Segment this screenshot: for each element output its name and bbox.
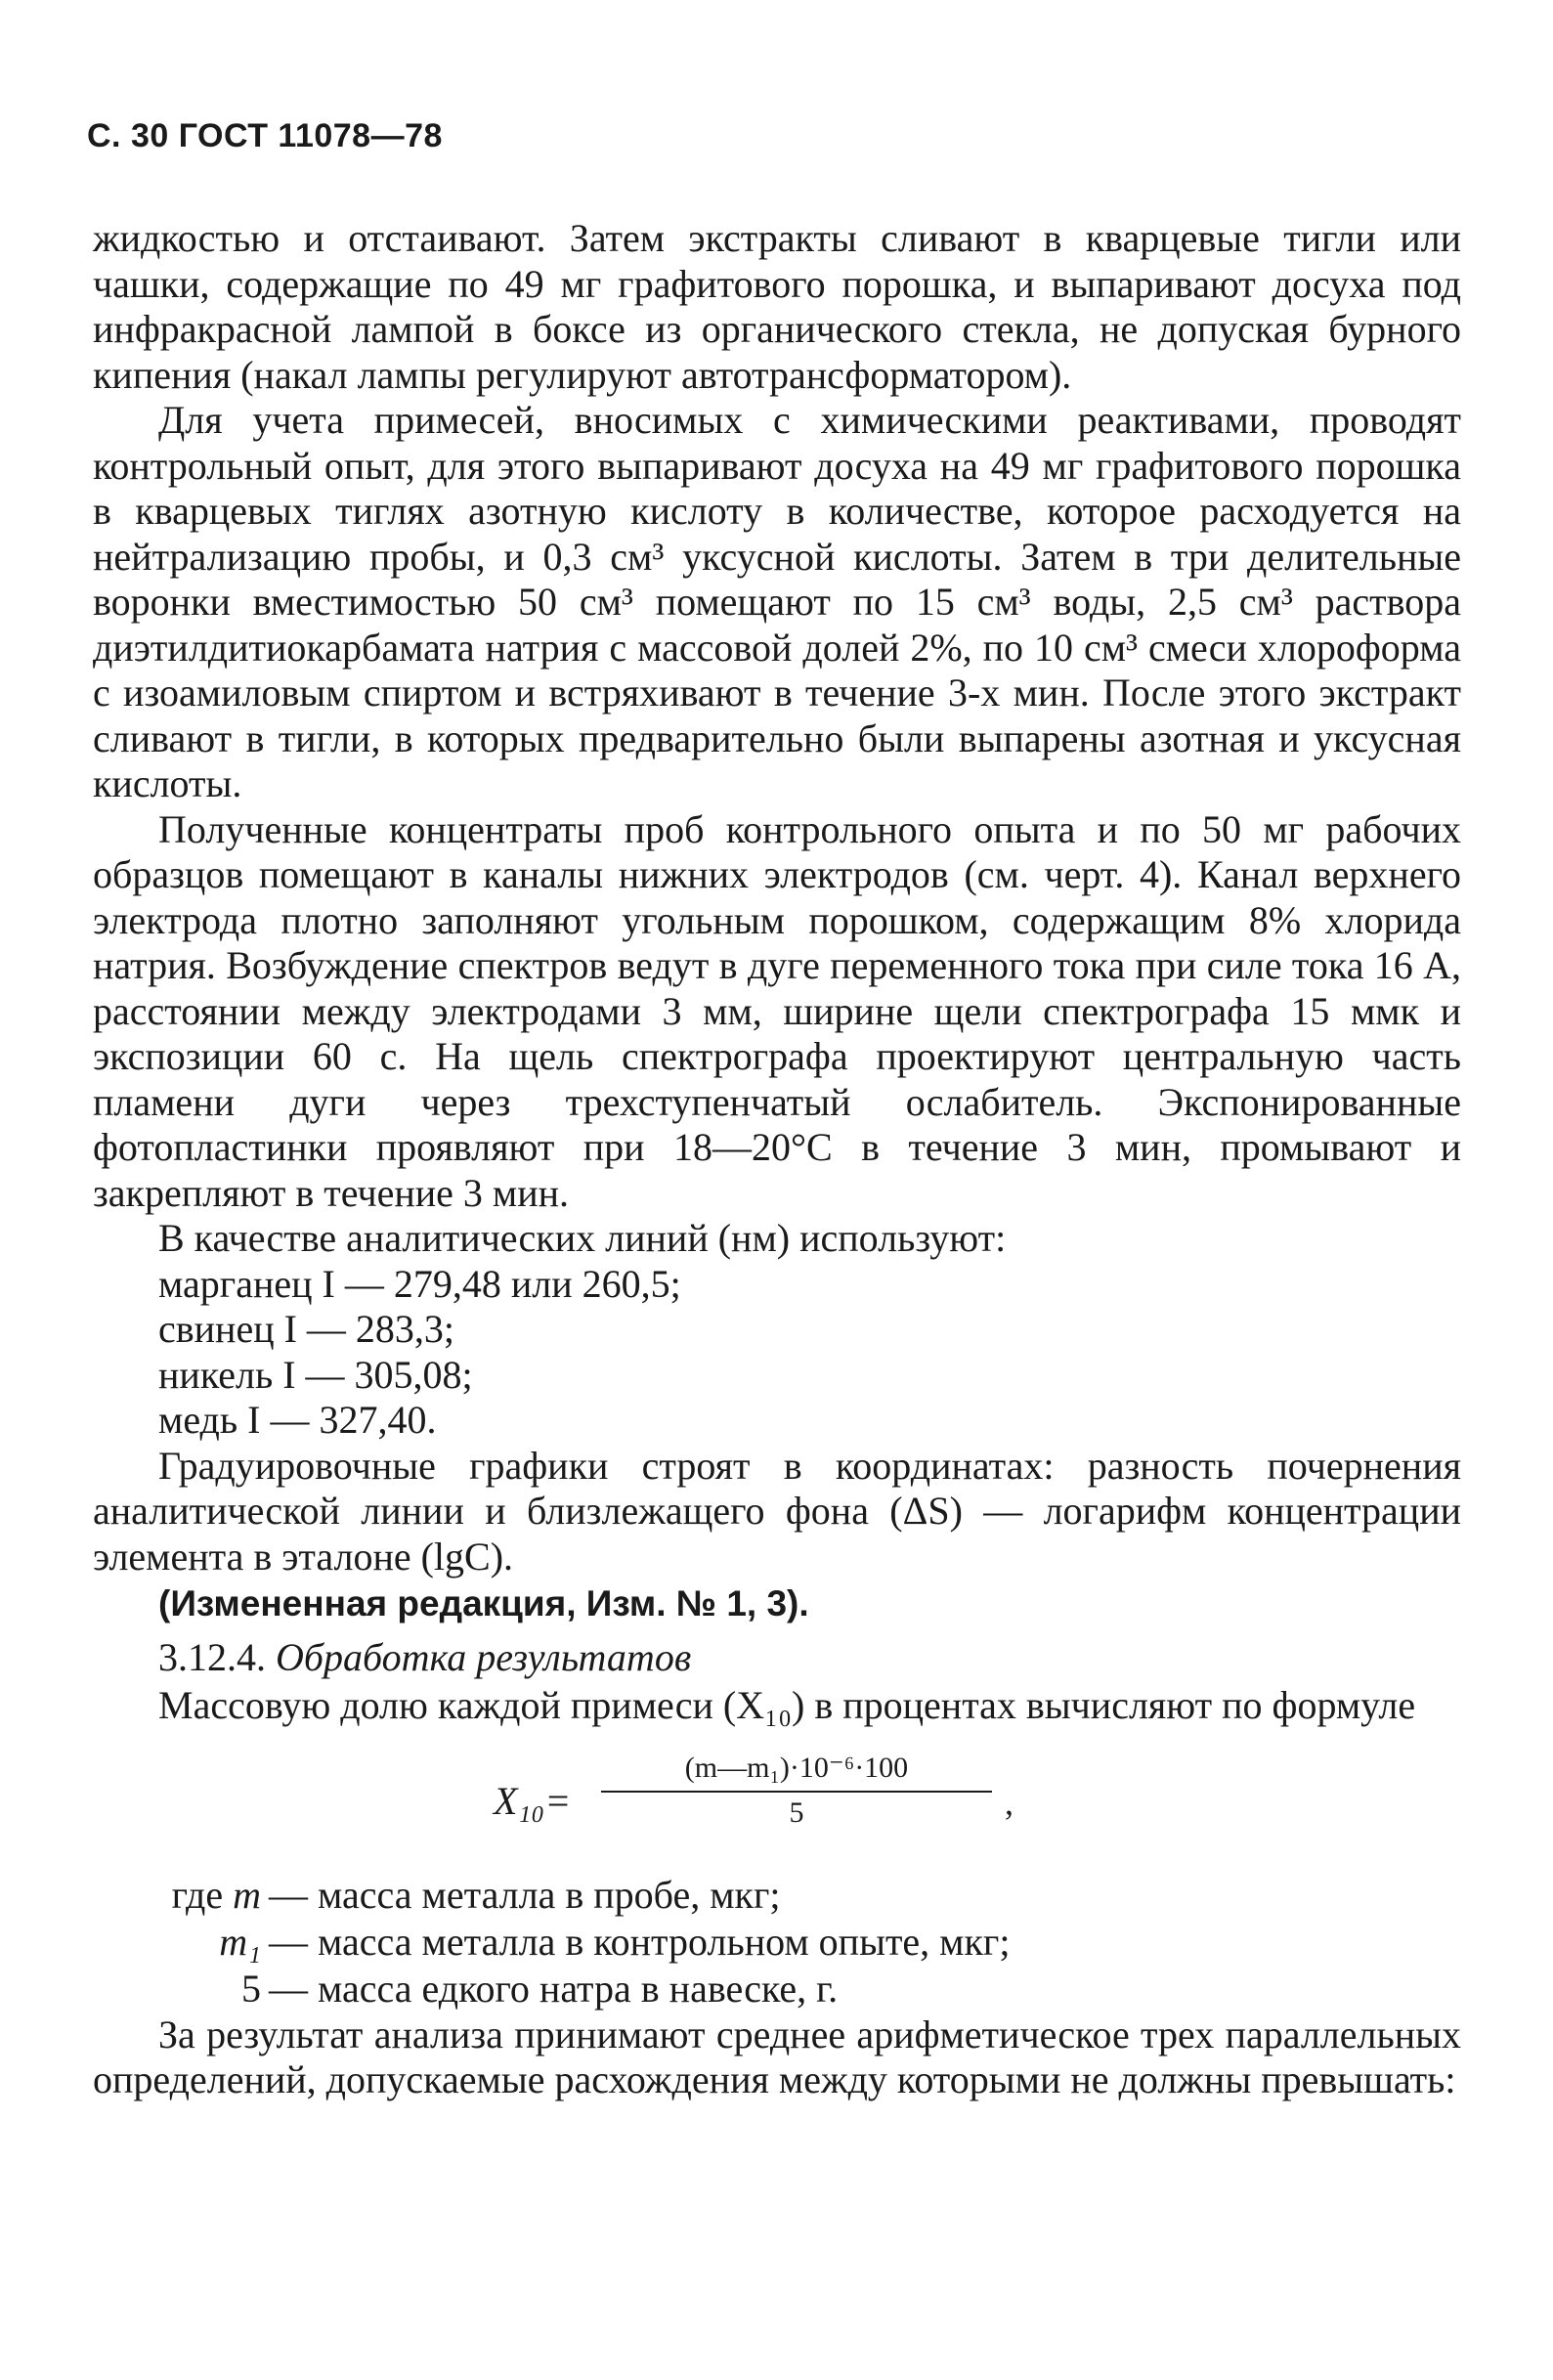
section-heading xyxy=(158,1632,1461,1683)
definition-text: — масса едкого натра в навеске, г. xyxy=(269,1966,839,2011)
list-item: свинец I — 283,3; xyxy=(158,1307,455,1351)
section-number: 3.12.4. xyxy=(158,1635,266,1679)
formula-denominator: 5 xyxy=(789,1796,804,1829)
formula-lhs: X₁₀= xyxy=(494,1778,572,1823)
definition-row xyxy=(93,1966,1461,2012)
formula-fraction xyxy=(601,1751,992,1830)
paragraph-spectra-excitation: Полученные концентраты проб контрольного опыта и по 50 мг рабочих образцов помещают в каналы нижних электродов (см. черт. 4). Канал верхнего электрода плотно заполняют угольным порошком, содержащим 8% хлорида натрия. Возбуждение спектров ведут в дуге переменного тока при силе тока 16 А, расстоянии между электродами 3 мм, ширине щели спектрографа 15 ммк и экспозиции 60 с. На щель спектрографа проектируют центральную часть пламени дуги через трехступенчатый ослабитель. Экспонированные фотопластинки проявляют при 18—20°С в течение 3 мин, промывают и закрепляют в течение 3 мин. xyxy=(93,806,1461,1215)
definition-text: — масса металла в пробе, мкг; xyxy=(269,1872,781,1917)
definition-text: — масса металла в контрольном опыте, мкг; xyxy=(269,1919,1011,1964)
definition-symbol: m xyxy=(233,1872,261,1917)
formula xyxy=(93,1743,1461,1860)
page-header: С. 30 ГОСТ 11078—78 xyxy=(87,117,443,154)
document-page xyxy=(87,117,1461,2103)
paragraph-analytical-lines-intro: В качестве аналитических линий (нм) используют: xyxy=(158,1216,1007,1260)
definition-symbol: m₁ xyxy=(219,1919,261,1964)
paragraph-calibration-graphs: Градуировочные графики строят в координатах: разность почернения аналитической линии и близлежащего фона (ΔS) — логарифм концентрации элемента в эталоне (lgC). xyxy=(93,1443,1461,1579)
variable-definitions xyxy=(93,1872,1461,2012)
list-item: никель I — 305,08; xyxy=(158,1352,473,1397)
section-title: Обработка результатов xyxy=(276,1635,692,1679)
definition-row xyxy=(93,1872,1461,1919)
list-item: медь I — 327,40. xyxy=(158,1398,437,1442)
formula-numerator: (m—m₁)·10⁻⁶·100 xyxy=(601,1751,992,1793)
list-item: марганец I — 279,48 или 260,5; xyxy=(158,1261,681,1306)
definition-symbol: 5 xyxy=(241,1966,261,2011)
formula-trail: , xyxy=(1005,1782,1014,1822)
amendment-note: (Измененная редакция, Изм. № 1, 3). xyxy=(158,1583,809,1623)
definition-lead: где xyxy=(171,1872,224,1917)
paragraph-result: За результат анализа принимают среднее арифметическое трех параллельных определений, допускаемые расхождения между которыми не должны превышать: xyxy=(93,2012,1461,2101)
analytical-lines-list xyxy=(158,1262,1461,1444)
paragraph-formula-intro: Массовую долю каждой примеси (X₁₀) в процентах вычисляют по формуле xyxy=(158,1683,1416,1727)
paragraph-control-experiment: Для учета примесей, вносимых с химическими реактивами, проводят контрольный опыт, для этого выпаривают досуха на 49 мг графитового порошка в кварцевых тиглях азотную кислоту в количестве, которое расходуется на нейтрализацию пробы, и 0,3 см³ уксусной кислоты. Затем в три делительные воронки вместимостью 50 см³ помещают по 15 см³ воды, 2,5 см³ раствора диэтилдитиокарбамата натрия с массовой долей 2%, по 10 см³ смеси хлороформа с изоамиловым спиртом и встряхивают в течение 3-х мин. После этого экстракт сливают в тигли, в которых предварительно были выпарены азотная и уксусная кислоты. xyxy=(93,398,1461,805)
paragraph-continuation: жидкостью и отстаивают. Затем экстракты сливают в кварцевые тигли или чашки, содержащие по 49 мг графитового порошка, и выпаривают досуха под инфракрасной лампой в боксе из органического стекла, не допуская бурного кипения (накал лампы регулируют автотрансформатором). xyxy=(93,216,1461,397)
definition-row xyxy=(93,1919,1461,1966)
